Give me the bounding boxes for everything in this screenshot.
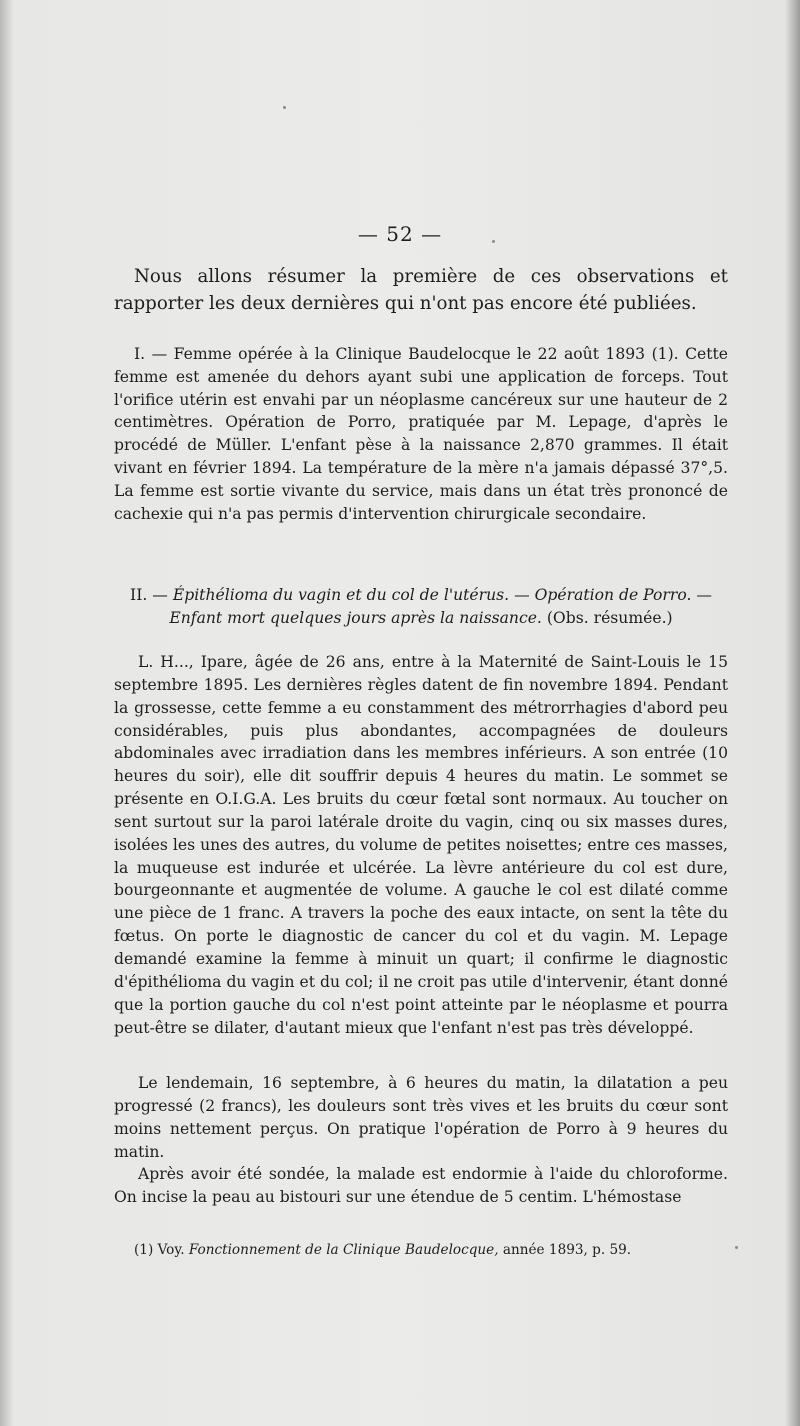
footnote [134, 1240, 734, 1260]
body-paragraph: Après avoir été sondée, la malade est endormie à l'aide du chloroforme. On incise la peau au bistouri sur une étendue de 5 centim. L'hémostase [114, 1165, 728, 1206]
footnote-marker: (1) Voy. [134, 1242, 185, 1258]
footnote-title: Fonctionnement de la Clinique Baudelocque, [188, 1242, 499, 1258]
observation-2-number: II. — [130, 586, 168, 604]
footnote-rest: année 1893, p. 59. [502, 1242, 632, 1258]
observation-2-title: Épithélioma du vagin et du col de l'utérus. — Opération de Porro. — Enfant mort quelques jours après la naissance. [169, 586, 712, 627]
body-paragraph: L. H..., Ipare, âgée de 26 ans, entre à la Maternité de Saint-Louis le 15 septembre 1895. Les dernières règles datent de fin novembre 1894. Pendant la grossesse, cette femme a eu constamment des métrorrhagies d'abord peu considérables, puis plus abondantes, accompagnées de douleurs abdominales avec irradiation dans les membres inférieurs. A son entrée (10 heures du soir), elle dit souffrir depuis 4 heures du matin. Le sommet se présente en O.I.G.A. Les bruits du cœur fœtal sont normaux. Au toucher on sent surtout sur la paroi latérale droite du vagin, cinq ou six masses dures, isolées les unes des autres, du volume de petites noisettes; entre ces masses, la muqueuse est indurée et ulcérée. La lèvre antérieure du col est dure, bourgeonnante et augmentée de volume. A gauche le col est dilaté comme une pièce de 1 franc. A travers la poche des eaux intacte, on sent la tête du fœtus. On porte le diagnostic de cancer du col et du vagin. M. Lepage demandé examine la femme à minuit un quart; il confirme le diagnostic d'épithélioma du vagin et du col; il ne croit pas utile d'intervenir, étant donné que la portion gauche du col n'est point atteinte par le néoplasme et pourra peut-être se dilater, d'autant mieux que l'enfant n'est pas très développé. [114, 653, 728, 1037]
observation-2-note: (Obs. résumée.) [546, 608, 673, 627]
observation-1-paragraph: I. — Femme opérée à la Clinique Baudelocque le 22 août 1893 (1). Cette femme est amenée du dehors ayant subi une application de forceps. Tout l'orifice utérin est envahi par un néoplasme cancéreux sur une hauteur de 2 centimètres. Opération de Porro, pratiquée par M. Lepage, d'après le procédé de Müller. L'enfant pèse à la naissance 2,870 grammes. Il était vivant en février 1894. La température de la mère n'a jamais dépassé 37°,5. La femme est sortie vivante du service, mais dans un état très prononcé de cachexie qui n'a pas permis d'intervention chirurgicale secondaire. [114, 345, 728, 523]
paper-speck [283, 106, 286, 109]
body-paragraph: Le lendemain, 16 septembre, à 6 heures du matin, la dilatation a peu progressé (2 francs), les douleurs sont très vives et les bruits du cœur sont moins nettement perçus. On pratique l'opération de Porro à 9 heures du matin. [114, 1074, 728, 1161]
paper-speck [735, 1246, 738, 1249]
intro-paragraph: Nous allons résumer la première de ces observations et rapporter les deux dernières qui n'ont pas encore été publiées. [114, 266, 728, 314]
observation-2-heading [114, 584, 728, 630]
paper-speck [492, 240, 495, 243]
page-number: — 52 — [357, 222, 443, 246]
